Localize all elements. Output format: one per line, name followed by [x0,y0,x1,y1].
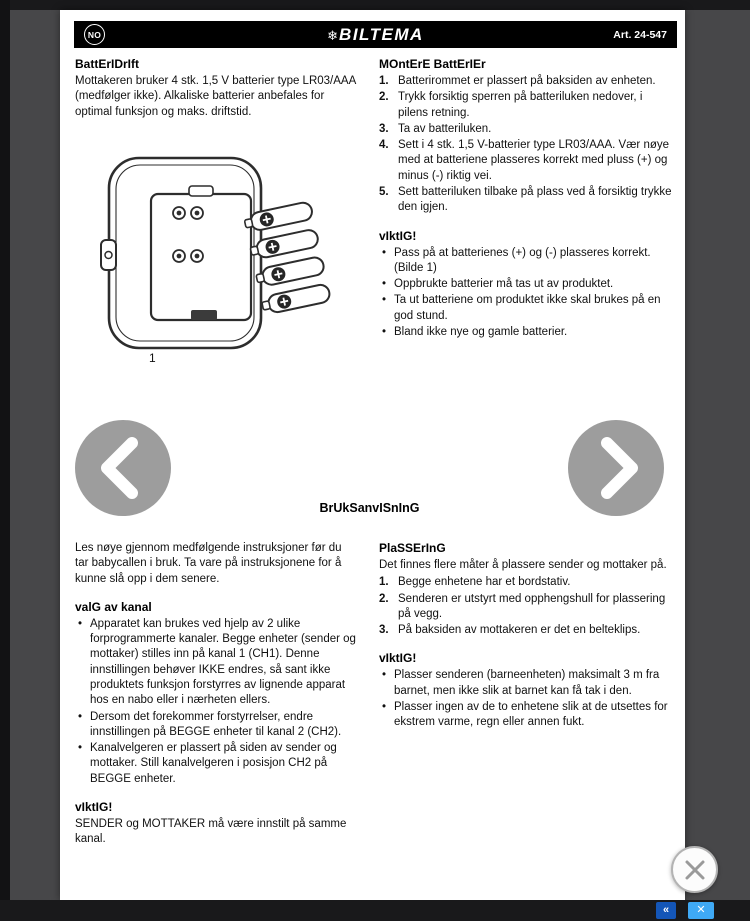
left-chrome-strip [0,0,10,921]
heading-viktig-placement: vIktIG! [379,651,417,666]
manual-section-title: BrUkSanvISnInG [319,501,420,515]
heading-viktig-batteries: vIktIG! [379,228,417,243]
column-mounting [379,57,675,371]
close-icon [682,857,708,883]
important-placement-list [379,668,675,730]
snowflake-icon: ❄ [327,27,339,43]
list-item: • Plasser ingen av de to enhetene slik at de utsettes for ekstrem varme, regn eller annen fukt. [379,700,675,731]
list-item: Sett batteriluken tilbake på plass ved å forsiktig trykke den igjen. [398,185,672,214]
list-item: • Pass på at batterienes (+) og (-) plasseres korrekt. (Bilde 1) [379,246,675,277]
taskbar-icons [656,902,714,920]
list-item: • Kanalvelgeren er plassert på siden av sender og mottaker. Still kanalvelgeren i posisjon CH2 på BEGGE enheter. [75,741,357,787]
battery-body: Mottakeren bruker 4 stk. 1,5 V batterier type LR03/AAA (medfølger ikke). Alkaliske batterier anbefales for optimal funksjon og maks. driftstid. [75,75,356,118]
heading-plassering: PlaSSErInG [379,541,446,555]
list-item: Batterirommet er plassert på baksiden av enheten. [398,75,656,87]
heading-viktig-channel: vIktIG! [75,799,113,814]
important-channel-body: SENDER og MOTTAKER må være innstilt på samme kanal. [75,817,347,846]
heading-valg-av-kanal: valG av kanal [75,599,152,614]
list-item: • Plasser senderen (barneenheten) maksimalt 3 m fra barnet, men ikke slik at barnet kan få tak i den. [379,668,675,699]
list-item: Begge enhetene har et bordstativ. [398,576,571,589]
taskbar-app-icon-lightblue[interactable]: ✕ [688,902,714,919]
document-page [60,10,685,900]
bottom-columns [75,541,675,850]
channel-list [75,617,357,787]
battery-figure [93,144,339,371]
column-battery [75,57,357,371]
list-item: På baksiden av mottakeren er det en belteklips. [398,624,641,637]
list-item: • Oppbrukte batterier må tas ut av produktet. [379,277,675,292]
list-item: • Apparatet kan brukes ved hjelp av 2 ulike forprogrammerte kanaler. Begge enheter (sender og mottaker) stilles inn på kanal 1 (CH1). Denne innstillingen behøver IKKE endres, så sant ikke produktets funksjon forstyrres av lignende apparat hos en nabo eller i nærheten ellers. [75,617,357,709]
top-columns [75,57,675,371]
list-item: • Bland ikke nye og gamle batterier. [379,325,675,340]
article-number: Art. 24-547 [613,28,667,41]
list-item: • Dersom det forekommer forstyrrelser, endre innstillingen på BEGGE enheter til kanal 2 (CH2). [75,710,357,741]
top-chrome-bar [0,0,750,10]
placement-intro: Det finnes flere måter å plassere sender og mottaker på. [379,559,667,571]
heading-montere-batterier: MOntErE BattErIEr [379,57,486,71]
list-item: • Ta ut batteriene om produktet ikke skal brukes på en god stund. [379,293,675,324]
list-item: Trykk forsiktig sperren på batteriluken nedover, i pilens retning. [398,91,643,119]
biltema-logo [74,25,677,45]
mounting-steps [379,74,675,216]
list-item: Ta av batteriluken. [398,122,492,135]
column-usage [75,541,357,850]
language-badge: NO [84,24,105,45]
column-placement [379,541,675,850]
logo-text: BILTEMA [339,24,424,44]
bottom-chrome-bar [0,900,750,921]
taskbar-app-icon-blue[interactable]: « [656,902,676,919]
figure-label: 1 [149,350,156,365]
close-button[interactable] [671,846,718,893]
list-item: Sett i 4 stk. 1,5 V-batterier type LR03/AAA. Vær nøye med at batteriene plasseres korrekt med pluss (+) og minus (-) riktig vei. [398,139,670,182]
placement-steps [379,575,675,638]
important-batteries-list [379,246,675,341]
battery-compartment-illustration [93,144,339,366]
usage-intro: Les nøye gjennom medfølgende instruksjoner før du tar babycallen i bruk. Ta vare på instruksjonene for å kunne slå opp i dem senere. [75,542,342,585]
page-header [74,21,677,48]
navigation-band [75,420,664,522]
heading-batteridrift: BattErIDrIft [75,57,140,71]
list-item: Senderen er utstyrt med opphengshull for plassering på vegg. [398,592,666,620]
